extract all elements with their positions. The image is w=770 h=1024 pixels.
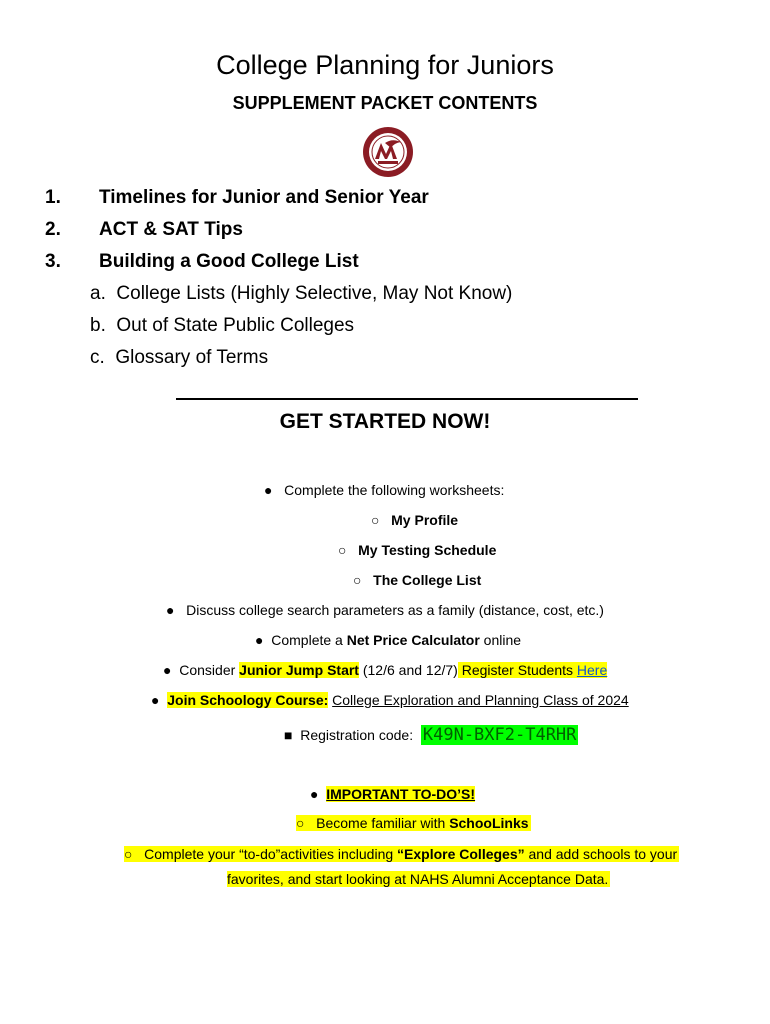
schoolinks-name: SchooLinks xyxy=(449,815,529,831)
bullet-icon: ● xyxy=(255,632,264,648)
discuss-line xyxy=(166,602,604,618)
bullet-icon: ● xyxy=(264,482,273,498)
registration-code-label: Registration code: xyxy=(300,727,417,743)
net-price-calculator: Net Price Calculator xyxy=(346,632,480,648)
contents-subitem-a: a. College Lists (Highly Selective, May Not Know) xyxy=(90,283,513,304)
registration-code: K49N-BXF2-T4RHR xyxy=(422,725,577,745)
familiar-prefix: Become familiar with xyxy=(316,815,450,831)
junior-jump-start-line xyxy=(163,662,607,678)
contents-item-timelines: Timelines for Junior and Senior Year xyxy=(99,187,429,208)
page-title: College Planning for Juniors xyxy=(216,50,554,80)
net-price-line xyxy=(255,632,521,648)
worksheet-item xyxy=(353,572,481,588)
todo-prefix: Complete your “to-do”activities including xyxy=(144,846,398,862)
bullet-icon: ● xyxy=(151,692,160,708)
todo-suffix: and add schools to your xyxy=(524,846,678,862)
worksheet-item xyxy=(371,512,458,528)
explore-colleges: “Explore Colleges” xyxy=(397,846,525,862)
worksheets-intro: Complete the following worksheets: xyxy=(284,482,505,498)
schoology-line xyxy=(151,692,629,708)
divider-line xyxy=(176,398,638,400)
jjs-prefix: Consider xyxy=(179,662,240,678)
important-todos-heading: IMPORTANT TO-DO’S! xyxy=(326,786,476,802)
circle-bullet-icon: ○ xyxy=(353,572,362,588)
worksheets-line xyxy=(264,482,504,498)
important-line xyxy=(310,786,475,802)
todo-line-1 xyxy=(124,846,679,862)
todo-line-2: favorites, and start looking at NAHS Alumni Acceptance Data. xyxy=(227,871,609,887)
contents-number-1: 1. xyxy=(45,187,61,208)
bullet-icon: ● xyxy=(310,786,319,802)
worksheet-testing-schedule: My Testing Schedule xyxy=(358,542,497,558)
circle-bullet-icon: ○ xyxy=(296,815,305,831)
contents-number-2: 2. xyxy=(45,219,61,240)
worksheet-my-profile: My Profile xyxy=(391,512,459,528)
worksheet-college-list: The College List xyxy=(373,572,482,588)
bullet-icon: ● xyxy=(166,602,175,618)
circle-bullet-icon: ○ xyxy=(371,512,380,528)
get-started-heading: GET STARTED NOW! xyxy=(279,410,491,433)
npc-suffix: online xyxy=(479,632,522,648)
join-schoology-label: Join Schoology Course: xyxy=(167,692,329,708)
contents-item-college-list: Building a Good College List xyxy=(99,251,359,272)
register-here-link[interactable]: Here xyxy=(576,662,608,678)
contents-subitem-c: c. Glossary of Terms xyxy=(90,347,269,368)
junior-jump-start: Junior Jump Start xyxy=(239,662,359,678)
bullet-icon: ● xyxy=(163,662,172,678)
square-bullet-icon: ■ xyxy=(284,727,293,743)
circle-bullet-icon: ○ xyxy=(124,846,133,862)
school-seal-logo xyxy=(361,126,415,178)
jjs-dates: (12/6 and 12/7) xyxy=(358,662,458,678)
contents-number-3: 3. xyxy=(45,251,61,272)
registration-code-line xyxy=(284,725,578,745)
discuss-text: Discuss college search parameters as a family (distance, cost, etc.) xyxy=(186,602,604,618)
contents-item-act-sat: ACT & SAT Tips xyxy=(99,219,243,240)
worksheet-item xyxy=(338,542,496,558)
npc-prefix: Complete a xyxy=(271,632,347,648)
contents-subitem-b: b. Out of State Public Colleges xyxy=(90,315,355,336)
circle-bullet-icon: ○ xyxy=(338,542,347,558)
schoolinks-line xyxy=(296,815,531,831)
schoology-course-name: College Exploration and Planning Class of 2024 xyxy=(332,692,629,708)
page-subtitle: SUPPLEMENT PACKET CONTENTS xyxy=(232,93,538,113)
register-students-text: Register Students xyxy=(457,662,577,678)
